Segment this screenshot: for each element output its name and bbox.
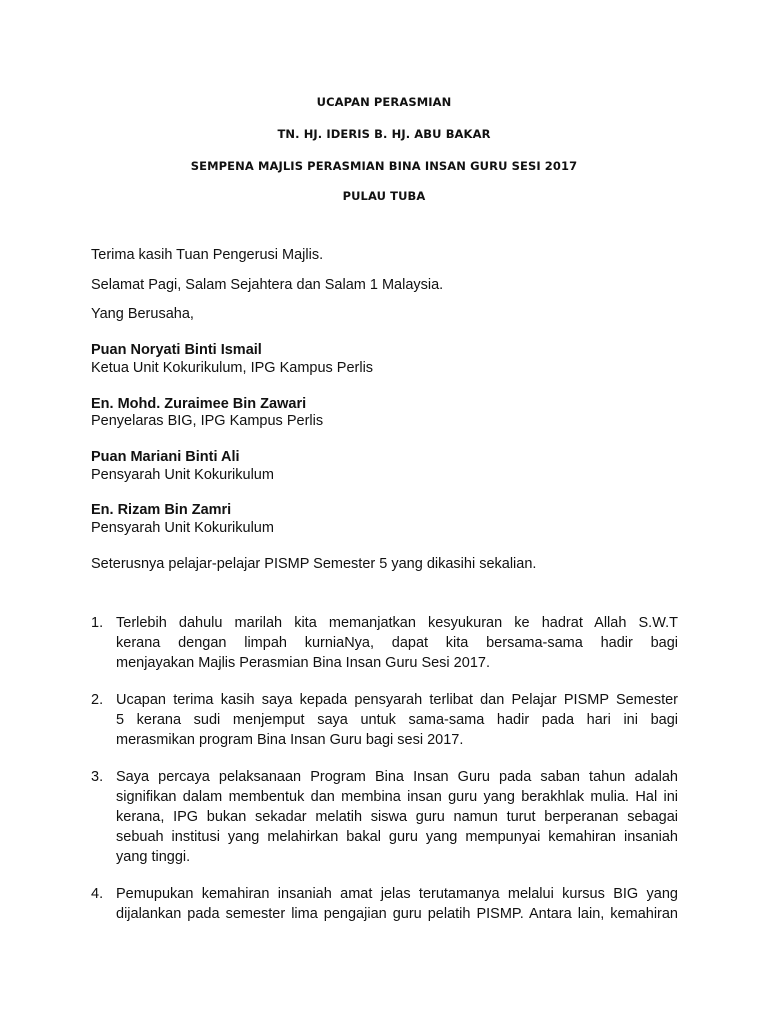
dignitary-title: Pensyarah Unit Kokurikulum — [91, 520, 274, 536]
paragraph-line: dijalankan pada semester lima pengajian guru pelatih PISMP. Antara lain, kemahiran — [116, 906, 678, 922]
heading-speech-title: UCAPAN PERASMIAN — [316, 95, 452, 109]
paragraph-line: yang tinggi. — [116, 849, 191, 865]
heading-speaker-name: TN. HJ. IDERIS B. HJ. ABU BAKAR — [277, 127, 491, 141]
paragraph-line: signifikan dalam membentuk dan membina insan guru yang berakhlak mulia. Hal ini — [116, 789, 678, 805]
point-paragraph — [116, 613, 678, 673]
dignitary-title: Ketua Unit Kokurikulum, IPG Kampus Perlis — [91, 360, 374, 376]
greeting-line: Terima kasih Tuan Pengerusi Majlis. — [91, 247, 324, 263]
point-number: 4. — [91, 886, 104, 902]
paragraph-line: menjayakan Majlis Perasmian Bina Insan Guru Sesi 2017. — [116, 655, 490, 671]
dignitary-title: Pensyarah Unit Kokurikulum — [91, 467, 274, 483]
dignitary-name: En. Mohd. Zuraimee Bin Zawari — [91, 396, 307, 412]
closing-greeting: Seterusnya pelajar-pelajar PISMP Semester 5 yang dikasihi sekalian. — [91, 556, 537, 572]
paragraph-line: merasmikan program Bina Insan Guru bagi sesi 2017. — [116, 732, 464, 748]
paragraph-line: kerana, IPG bukan sekadar melatih siswa guru namun turut berperanan sebagai — [116, 809, 678, 825]
paragraph-line: Ucapan terima kasih saya kepada pensyarah terlibat dan Pelajar PISMP Semester — [116, 692, 678, 708]
dignitary-name: Puan Noryati Binti Ismail — [91, 342, 262, 358]
dignitary-title: Penyelaras BIG, IPG Kampus Perlis — [91, 413, 324, 429]
dignitary-name: En. Rizam Bin Zamri — [91, 502, 232, 518]
paragraph-line: 5 kerana sudi menjemput saya untuk sama-sama hadir pada hari ini bagi — [116, 712, 678, 728]
heading-location: PULAU TUBA — [342, 189, 426, 203]
paragraph-line: Terlebih dahulu marilah kita memanjatkan kesyukuran ke hadrat Allah S.W.T — [116, 615, 678, 631]
point-paragraph — [116, 767, 678, 867]
point-paragraph — [116, 884, 678, 924]
greeting-line: Selamat Pagi, Salam Sejahtera dan Salam 1 Malaysia. — [91, 277, 444, 293]
dignitary-name: Puan Mariani Binti Ali — [91, 449, 240, 465]
point-number: 1. — [91, 615, 104, 631]
greeting-line: Yang Berusaha, — [91, 306, 194, 322]
paragraph-line: Pemupukan kemahiran insaniah amat jelas terutamanya melalui kursus BIG yang — [116, 886, 678, 902]
paragraph-line: kerana dengan limpah kurniaNya, dapat kita bersama-sama hadir bagi — [116, 635, 678, 651]
point-number: 2. — [91, 692, 104, 708]
paragraph-line: sebuah institusi yang melahirkan bakal guru yang mempunyai kemahiran insaniah — [116, 829, 678, 845]
point-paragraph — [116, 690, 678, 750]
point-number: 3. — [91, 769, 104, 785]
paragraph-line: Saya percaya pelaksanaan Program Bina Insan Guru pada saban tahun adalah — [116, 769, 678, 785]
heading-event-name: SEMPENA MAJLIS PERASMIAN BINA INSAN GURU SESI 2017 — [190, 159, 578, 173]
